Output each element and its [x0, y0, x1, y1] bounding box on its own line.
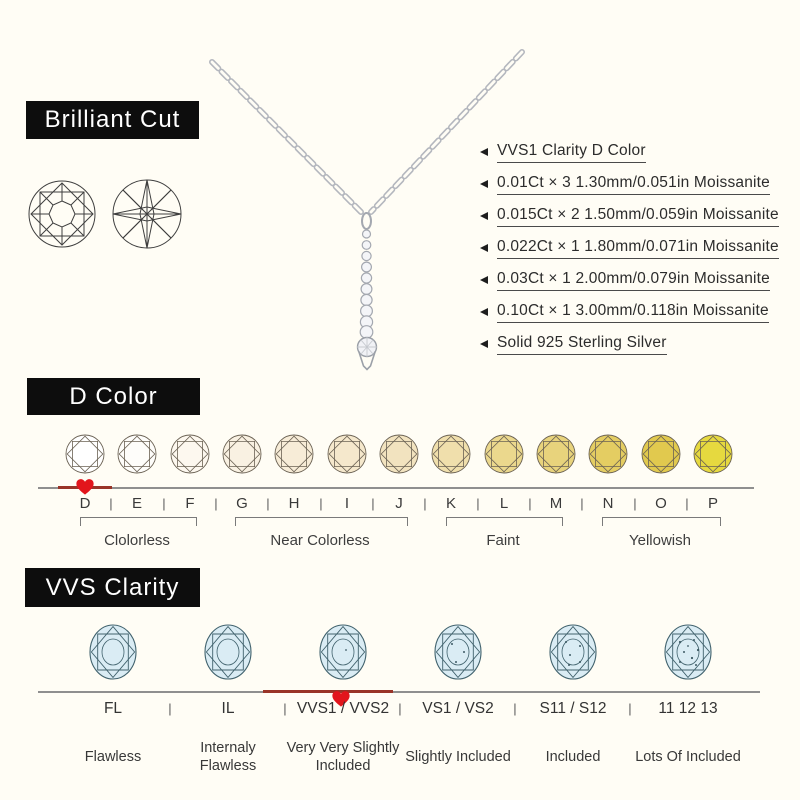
left-triangle-icon: [480, 180, 488, 188]
spec-item: [480, 302, 779, 322]
group-bracket-faint: [446, 517, 563, 526]
spec-item: [480, 206, 779, 226]
section-title-text: VVS Clarity: [45, 573, 180, 601]
grade-F: F: [185, 495, 195, 512]
grade-separator: |: [633, 496, 637, 511]
color-diamond-H: [275, 435, 313, 473]
left-triangle-icon: [480, 244, 488, 252]
clarity-desc-included: Lots Of Included: [635, 748, 741, 765]
clarity-diamond-FL: [90, 625, 136, 679]
grade-separator: |: [476, 496, 480, 511]
grade-separator: |: [528, 496, 532, 511]
color-diamond-L: [485, 435, 523, 473]
group-label-yellowish: Yellowish: [629, 532, 691, 549]
spec-item: [480, 142, 779, 162]
clarity-separator: |: [168, 701, 172, 716]
clarity-diamond-SI: [550, 625, 596, 679]
clarity-diamond-VS: [435, 625, 481, 679]
clarity-desc-vvs: Very Very Slightly Included: [286, 739, 400, 774]
clarity-diamond-IL: [205, 625, 251, 679]
clarity-desc-flawless: Flawless: [84, 748, 142, 765]
section-title-text: Brilliant Cut: [44, 106, 181, 133]
clarity-desc-si: Included: [545, 748, 601, 765]
color-diamond-J: [380, 435, 418, 473]
grade-separator: |: [109, 496, 113, 511]
spec-item: [480, 270, 779, 290]
color-diamond-F: [171, 435, 209, 473]
color-diamond-P: [694, 435, 732, 473]
clarity-separator: |: [628, 701, 632, 716]
grade-separator: |: [580, 496, 584, 511]
grade-O: O: [655, 495, 667, 512]
clarity-desc-vs: Slightly Included: [405, 748, 511, 765]
section-title-d-color: [27, 378, 200, 415]
color-diamond-D: [66, 435, 104, 473]
spec-text: 0.01Ct × 3 1.30mm/0.051in Moissanite: [497, 174, 770, 195]
clarity-grade-VS: VS1 / VS2: [422, 700, 494, 717]
color-diamond-M: [537, 435, 575, 473]
grade-separator: |: [162, 496, 166, 511]
clarity-marker-bar: [263, 690, 393, 693]
left-triangle-icon: [480, 340, 488, 348]
spec-text: 0.10Ct × 1 3.00mm/0.118in Moissanite: [497, 302, 769, 323]
spec-item: [480, 238, 779, 258]
clarity-separator: |: [513, 701, 517, 716]
left-triangle-icon: [480, 212, 488, 220]
spec-item: [480, 334, 779, 354]
grade-L: L: [499, 495, 509, 512]
spec-text: 0.015Ct × 2 1.50mm/0.059in Moissanite: [497, 206, 779, 227]
section-title-brilliant-cut: [26, 101, 199, 139]
group-label-faint: Faint: [486, 532, 520, 549]
clarity-grade-diamonds: [0, 622, 800, 682]
color-diamond-K: [432, 435, 470, 473]
spec-item: [480, 174, 779, 194]
left-triangle-icon: [480, 148, 488, 156]
color-diamond-I: [328, 435, 366, 473]
grade-H: H: [288, 495, 300, 512]
color-grade-diamonds: [0, 432, 800, 478]
clarity-diamond-VVS: [320, 625, 366, 679]
group-label-near-colorless: Near Colorless: [270, 532, 370, 549]
grade-M: M: [549, 495, 563, 512]
grade-separator: |: [214, 496, 218, 511]
group-bracket-near-colorless: [235, 517, 408, 526]
grade-separator: |: [423, 496, 427, 511]
clarity-diamond-I: [665, 625, 711, 679]
grade-separator: |: [266, 496, 270, 511]
clarity-separator: |: [283, 701, 287, 716]
spec-list: [480, 142, 779, 366]
clarity-scale-line: [38, 691, 760, 693]
grade-separator: |: [319, 496, 323, 511]
clarity-grade-IL: IL: [221, 700, 235, 717]
left-triangle-icon: [480, 276, 488, 284]
clarity-separator: |: [398, 701, 402, 716]
brilliant-cut-diagram-icon: [22, 176, 187, 256]
section-title-vvs-clarity: [25, 568, 200, 607]
clarity-desc-internally-flawless: Internaly Flawless: [199, 739, 257, 774]
spec-text: VVS1 Clarity D Color: [497, 142, 646, 163]
spec-text: Solid 925 Sterling Silver: [497, 334, 667, 355]
grade-separator: |: [685, 496, 689, 511]
section-title-text: D Color: [69, 382, 158, 410]
grade-N: N: [602, 495, 614, 512]
heart-marker-icon: [74, 476, 96, 496]
spec-text: 0.022Ct × 1 1.80mm/0.071in Moissanite: [497, 238, 779, 259]
grade-J: J: [395, 495, 403, 512]
color-diamond-O: [642, 435, 680, 473]
grade-D: D: [79, 495, 91, 512]
color-diamond-N: [589, 435, 627, 473]
clarity-grade-FL: FL: [103, 700, 123, 717]
group-bracket-yellowish: [602, 517, 721, 526]
color-scale-line: [38, 487, 754, 489]
grade-K: K: [445, 495, 456, 512]
left-triangle-icon: [480, 308, 488, 316]
group-bracket-colorless: [80, 517, 197, 526]
grade-I: I: [344, 495, 350, 512]
clarity-grade-I: 11 12 13: [658, 700, 718, 717]
group-label-colorless: Clolorless: [104, 532, 170, 549]
grade-P: P: [707, 495, 718, 512]
color-diamond-G: [223, 435, 261, 473]
spec-text: 0.03Ct × 1 2.00mm/0.079in Moissanite: [497, 270, 770, 291]
clarity-grade-SI: S11 / S12: [539, 700, 607, 717]
clarity-grade-VVS: VVS1 / VVS2: [296, 700, 390, 717]
grade-E: E: [131, 495, 142, 512]
color-diamond-E: [118, 435, 156, 473]
grade-separator: |: [371, 496, 375, 511]
grade-G: G: [236, 495, 248, 512]
